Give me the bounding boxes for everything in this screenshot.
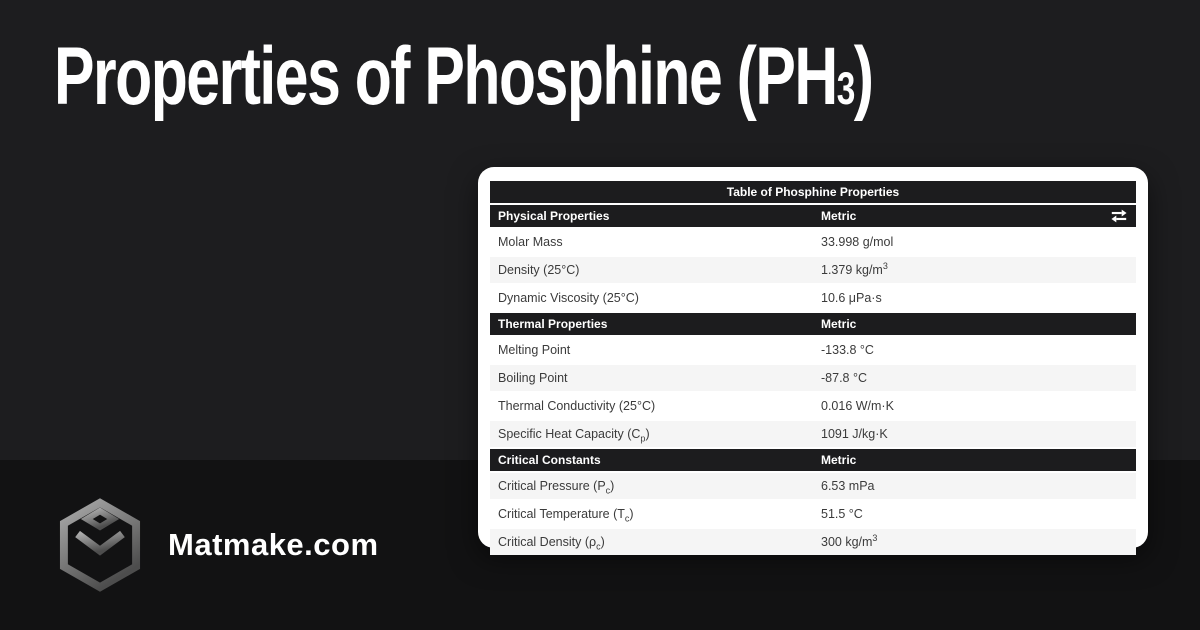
property-value: 1.379 $kg/m^3$ xyxy=(813,257,1136,283)
section-title-thermal: Thermal Properties xyxy=(490,313,813,335)
property-label: Melting Point xyxy=(498,343,571,357)
property-value: 10.6 μPa·s xyxy=(821,291,882,305)
property-label: Boiling Point xyxy=(490,365,813,391)
table-row xyxy=(490,229,1136,255)
table-row xyxy=(490,529,1136,555)
property-label: Molar Mass xyxy=(498,235,563,249)
table-row xyxy=(490,365,1136,391)
section-title-critical: Critical Constants xyxy=(490,449,813,471)
metric-header: Metric xyxy=(813,313,1136,335)
page-title-subscript: 3 xyxy=(836,63,854,114)
property-label: Dynamic Viscosity (25°C) xyxy=(498,291,639,305)
properties-table xyxy=(490,179,1136,557)
section-header-thermal xyxy=(490,313,1136,335)
property-label: Specific Heat Capacity $(C_p)$ xyxy=(490,421,813,447)
section-title-physical: Physical Properties xyxy=(490,205,813,227)
property-label: Critical Pressure $(P_c)$ xyxy=(490,473,813,499)
swap-horizontal-icon[interactable] xyxy=(1110,209,1128,223)
page-title-end: ) xyxy=(853,31,873,122)
property-label: Density (25°C) xyxy=(490,257,813,283)
matmake-cube-m-logo-icon xyxy=(56,498,144,592)
metric-header: Metric xyxy=(813,449,1136,471)
metric-header xyxy=(813,205,1136,227)
property-value: 6.53 mPa xyxy=(813,473,1136,499)
table-row xyxy=(490,285,1136,311)
property-value: 33.998 g/mol xyxy=(821,235,894,249)
brand-name: Matmake.com xyxy=(168,527,379,562)
table-row xyxy=(490,393,1136,419)
property-value: -133.8 °C xyxy=(821,343,874,357)
property-value: 300 $kg/m^3$ xyxy=(813,529,1136,555)
property-label: Critical Temperature $(T_c)$ xyxy=(498,507,634,524)
property-value: 51.5 °C xyxy=(821,507,863,521)
table-row xyxy=(490,257,1136,283)
property-value: 1091 J/kg·K xyxy=(813,421,1136,447)
section-header-critical xyxy=(490,449,1136,471)
table-row xyxy=(490,337,1136,363)
table-title: Table of Phosphine Properties xyxy=(490,181,1136,203)
page-title-text: Properties of Phosphine (PH xyxy=(54,31,837,122)
table-row xyxy=(490,501,1136,527)
section-header-physical xyxy=(490,205,1136,227)
property-label: Thermal Conductivity (25°C) xyxy=(498,399,656,413)
property-label: Critical Density $(\rho_c)$ xyxy=(490,529,813,555)
table-row xyxy=(490,421,1136,447)
properties-card xyxy=(478,167,1148,552)
table-row xyxy=(490,473,1136,499)
table-title-row xyxy=(490,181,1136,203)
metric-header-label: Metric xyxy=(821,209,857,223)
property-value: -87.8 °C xyxy=(813,365,1136,391)
property-value: 0.016 W/m·K xyxy=(821,399,894,413)
page-title xyxy=(54,31,873,122)
brand xyxy=(56,498,379,592)
